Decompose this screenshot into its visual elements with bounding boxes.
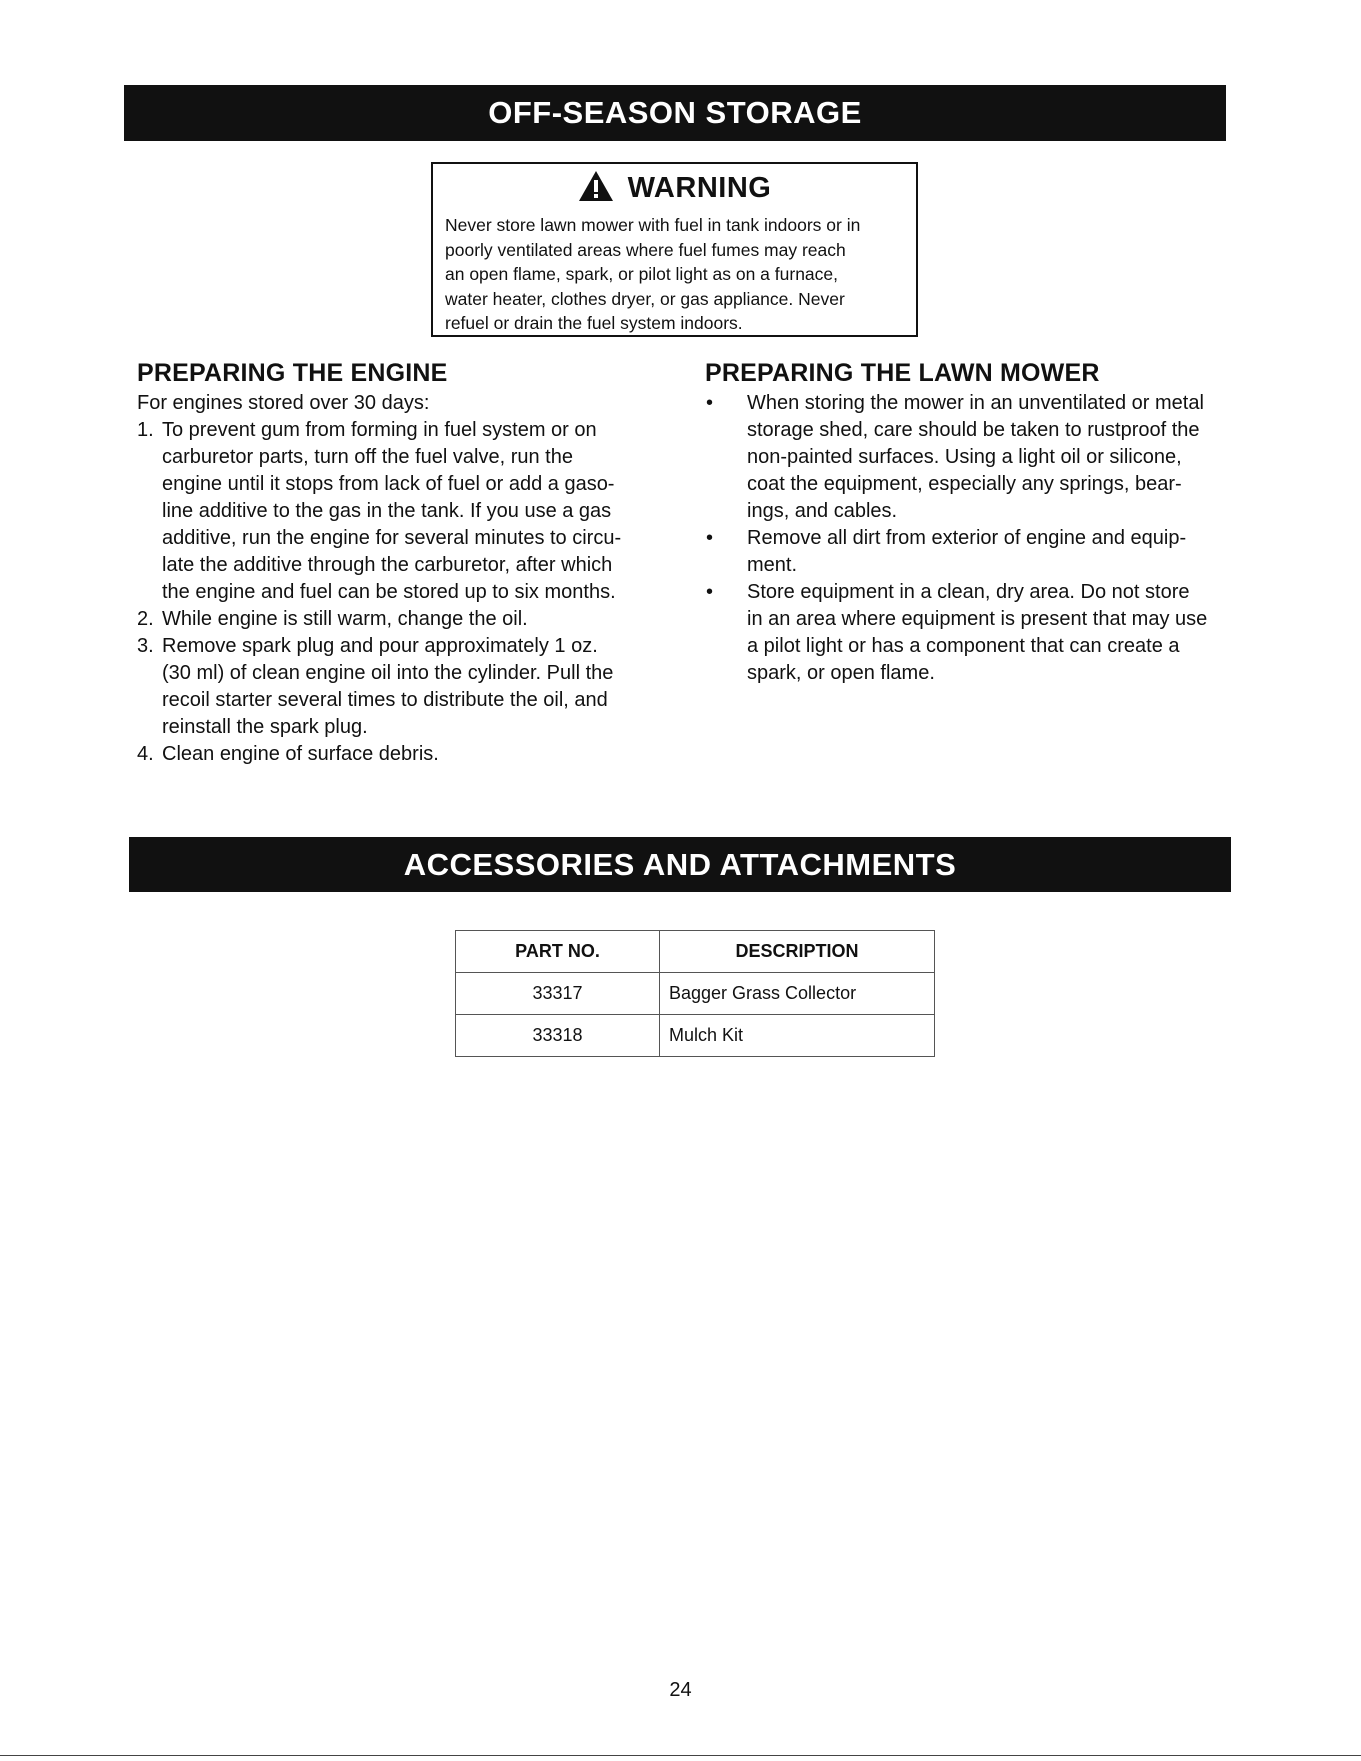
warning-text [445,213,904,336]
warning-line: an open flame, spark, or pilot light as on a furnace, [445,264,839,284]
part-number-cell: 33317 [456,973,660,1015]
engine-step [137,606,682,633]
step-line: reinstall the spark plug. [162,716,368,738]
bullet-icon: • [706,392,714,414]
warning-line: Never store lawn mower with fuel in tank indoors or in [445,215,861,235]
bullet-line: non-painted surfaces. Using a light oil or silicone, [747,446,1182,468]
bullet-line: ment. [747,554,798,576]
engine-step [137,741,682,768]
preparing-engine-heading: PREPARING THE ENGINE [137,359,448,387]
step-line: Clean engine of surface debris. [162,743,439,765]
warning-line: poorly ventilated areas where fuel fumes may reach [445,239,846,260]
engine-step [137,633,682,741]
preparing-mower-section [705,358,1265,687]
bullet-text [747,525,1186,579]
engine-intro: For engines stored over 30 days: [137,392,430,414]
bullet-line: Remove all dirt from exterior of engine and equip- [747,527,1187,549]
step-number: 3. [137,635,154,657]
description-cell: Bagger Grass Collector [660,973,935,1015]
step-number: 4. [137,743,154,765]
mower-bullet-item [705,390,1265,525]
warning-line: refuel or drain the fuel system indoors. [445,313,743,333]
accessories-banner: ACCESSORIES AND ATTACHMENTS [129,837,1231,892]
bullet-text [747,579,1207,687]
page-number: 24 [669,1679,692,1701]
step-line: the engine and fuel can be stored up to six months. [162,581,616,603]
bullet-line: spark, or open flame. [747,662,935,684]
preparing-engine-section [137,358,682,768]
part-number-cell: 33318 [456,1015,660,1057]
warning-triangle-icon [578,170,614,207]
bullet-line: ings, and cables. [747,500,898,522]
step-line: recoil starter several times to distribute the oil, and [162,689,608,711]
bullet-text [747,390,1204,525]
engine-step [137,417,682,606]
preparing-mower-heading: PREPARING THE LAWN MOWER [705,359,1100,387]
step-line: carburetor parts, turn off the fuel valve, run the [162,446,573,468]
step-line: late the additive through the carburetor, after which [162,554,613,576]
step-text [162,417,621,606]
warning-header [445,166,904,210]
bullet-line: in an area where equipment is present that may use [747,608,1208,630]
bullet-icon: • [706,581,714,603]
step-line: additive, run the engine for several minutes to circu- [162,527,622,549]
warning-line: water heater, clothes dryer, or gas appliance. Never [445,288,845,309]
footer-divider [0,1755,1361,1756]
table-header-row [456,931,935,973]
table-row [456,973,935,1015]
column-header-description: DESCRIPTION [660,931,935,973]
step-line: To prevent gum from forming in fuel system or on [162,419,597,441]
step-line: (30 ml) of clean engine oil into the cylinder. Pull the [162,662,614,684]
accessories-table [455,930,935,1057]
step-number: 2. [137,608,154,630]
step-line: While engine is still warm, change the oil. [162,608,528,630]
bullet-icon: • [706,527,714,549]
mower-bullets-list [705,390,1265,687]
mower-bullet-item [705,525,1265,579]
column-header-part-no: PART NO. [456,931,660,973]
step-line: engine until it stops from lack of fuel or add a gaso- [162,473,615,495]
step-text [162,606,528,633]
engine-steps-list [137,417,682,768]
step-number: 1. [137,419,154,441]
bullet-line: When storing the mower in an unventilated or metal [747,392,1204,414]
off-season-storage-banner: OFF-SEASON STORAGE [124,85,1226,141]
description-cell: Mulch Kit [660,1015,935,1057]
bullet-line: storage shed, care should be taken to rustproof the [747,419,1200,441]
step-line: line additive to the gas in the tank. If you use a gas [162,500,612,522]
warning-box [431,162,918,337]
step-text [162,633,613,741]
table-row [456,1015,935,1057]
bullet-line: a pilot light or has a component that can create a [747,635,1180,657]
mower-bullet-item [705,579,1265,687]
step-text [162,741,439,768]
bullet-line: Store equipment in a clean, dry area. Do not store [747,581,1190,603]
warning-title: WARNING [627,171,772,204]
bullet-line: coat the equipment, especially any springs, bear- [747,473,1182,495]
step-line: Remove spark plug and pour approximately 1 oz. [162,635,598,657]
